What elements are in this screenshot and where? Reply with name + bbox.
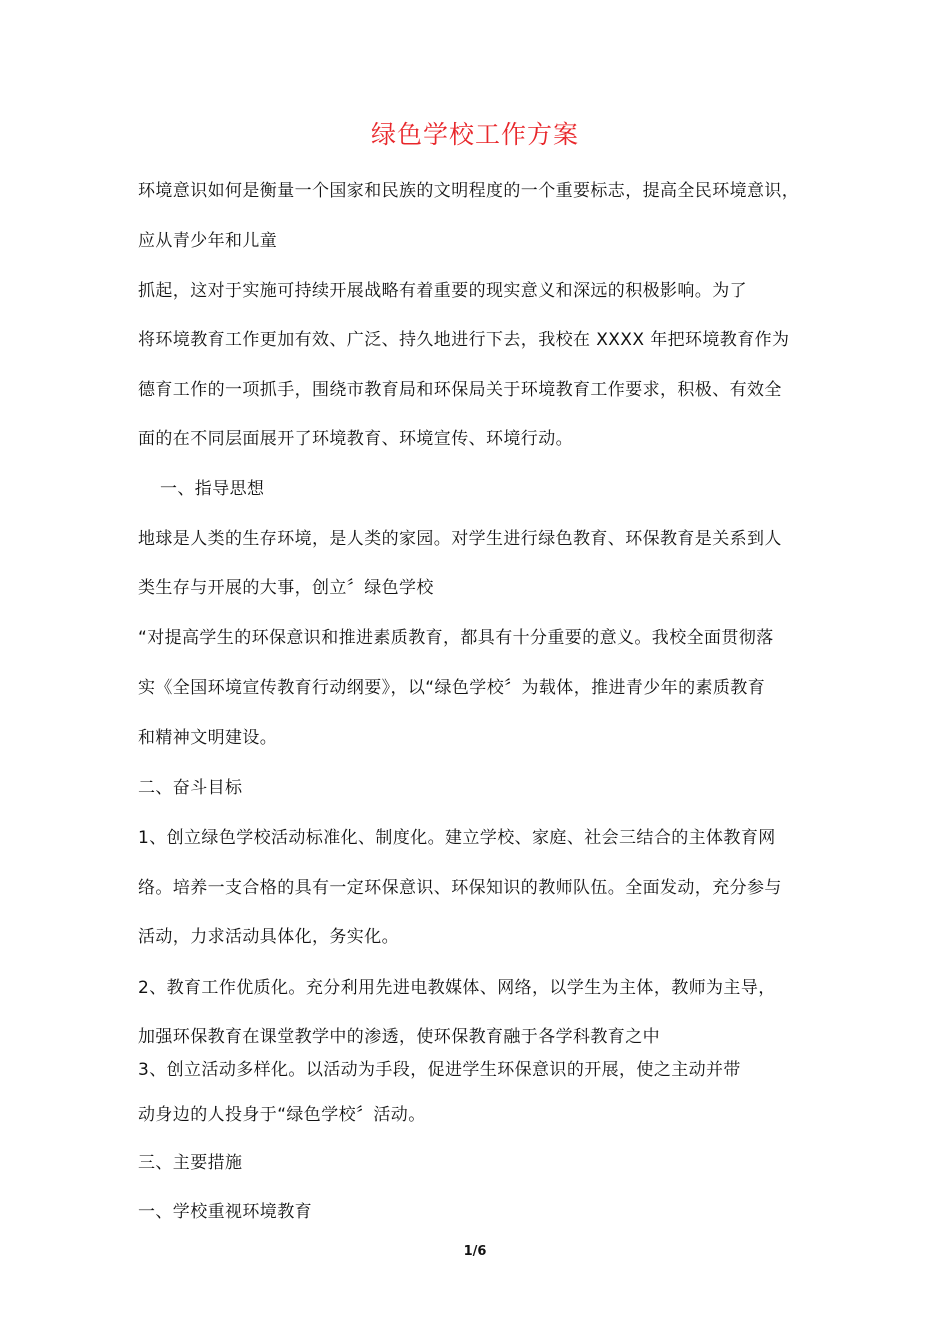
- paragraph-line: 环境意识如何是衡量一个国家和民族的文明程度的一个重要标志，提高全民环境意识，: [138, 181, 800, 201]
- section-heading-guiding-ideology: 一、指导思想: [160, 479, 265, 499]
- paragraph-line: 抓起，这对于实施可持续开展战略有着重要的现实意义和深远的积极影响。为了: [138, 281, 747, 301]
- document-title: 绿色学校工作方案: [370, 120, 579, 149]
- paragraph-line: 活动，力求活动具体化，务实化。: [138, 927, 399, 947]
- paragraph-line: 德育工作的一项抓手，围绕市教育局和环保局关于环境教育工作要求，积极、有效全: [138, 380, 782, 400]
- paragraph-line: 地球是人类的生存环境，是人类的家园。对学生进行绿色教育、环保教育是关系到人: [138, 529, 782, 549]
- paragraph-line: 络。培养一支合格的具有一定环保意识、环保知识的教师队伍。全面发动，充分参与: [138, 878, 782, 898]
- paragraph-line: 应从青少年和儿童: [138, 231, 278, 251]
- paragraph-line: 1、创立绿色学校活动标准化、制度化。建立学校、家庭、社会三结合的主体教育网: [138, 828, 776, 848]
- paragraph-line: “对提高学生的环保意识和推进素质教育，都具有十分重要的意义。我校全面贯彻落: [138, 628, 774, 648]
- paragraph-line: 类生存与开展的大事，创立〞绿色学校: [138, 578, 434, 598]
- paragraph-line: 加强环保教育在课堂教学中的渗透，使环保教育融于各学科教育之中: [138, 1027, 660, 1047]
- paragraph-line: 面的在不同层面展开了环境教育、环境宣传、环境行动。: [138, 429, 573, 449]
- section-heading-measures: 三、主要措施: [138, 1153, 243, 1173]
- paragraph-line: 动身边的人投身于“绿色学校〞活动。: [138, 1105, 426, 1125]
- subsection-heading: 一、学校重视环境教育: [138, 1202, 312, 1222]
- page-number: 1/6: [463, 1244, 487, 1259]
- section-heading-goals: 二、奋斗目标: [138, 778, 243, 798]
- paragraph-line: 实《全国环境宣传教育行动纲要》，以“绿色学校〞为载体，推进青少年的素质教育: [138, 678, 766, 698]
- paragraph-line: 和精神文明建设。: [138, 728, 278, 748]
- paragraph-line: 将环境教育工作更加有效、广泛、持久地进行下去，我校在 XXXX 年把环境教育作为: [138, 330, 790, 350]
- paragraph-line: 2、教育工作优质化。充分利用先进电教媒体、网络，以学生为主体，教师为主导，: [138, 978, 776, 998]
- paragraph-line: 3、创立活动多样化。以活动为手段，促进学生环保意识的开展，使之主动并带: [138, 1060, 741, 1080]
